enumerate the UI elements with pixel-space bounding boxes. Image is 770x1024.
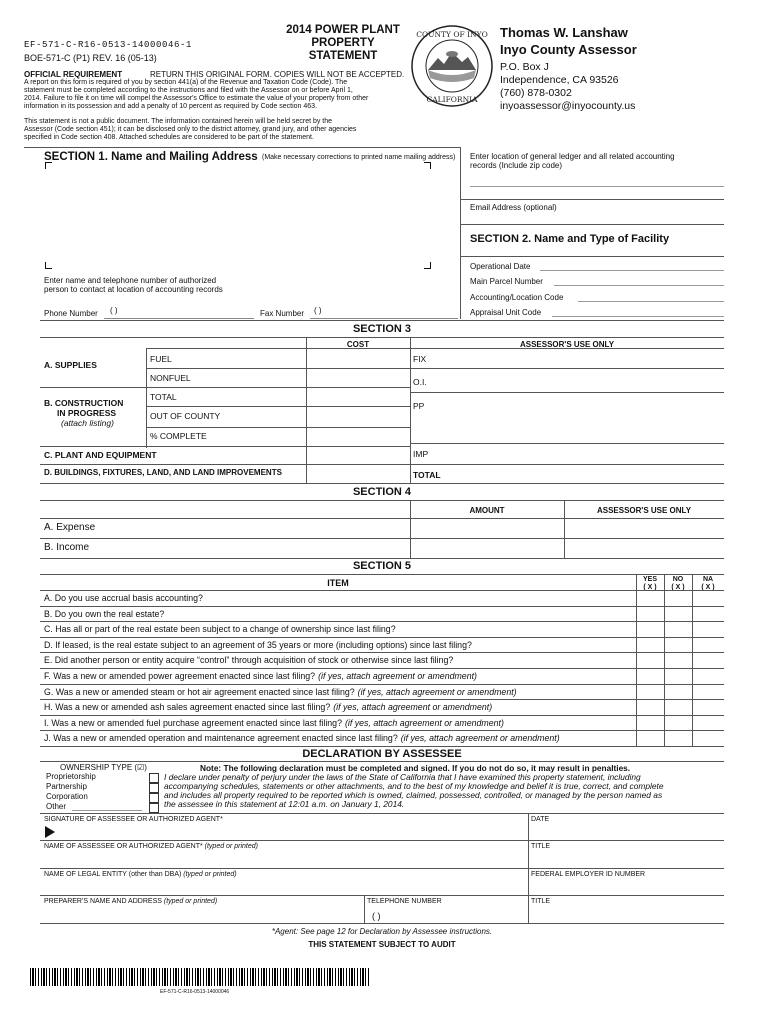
question-no-cell[interactable] — [664, 699, 692, 715]
ownership-type-label: OWNERSHIP TYPE (☑) — [60, 763, 147, 772]
question-yes-cell[interactable] — [636, 668, 664, 684]
acct-loc-code-label: Accounting/Location Code — [470, 293, 564, 302]
imp-label: IMP — [413, 449, 429, 459]
acct-loc-code-field[interactable] — [578, 301, 724, 302]
question-text: H. Was a new or amended ash sales agreement enacted since last filing? — [44, 702, 331, 713]
contact-instructions: Enter name and telephone number of authorized person to contact at location of accounting records — [44, 276, 223, 294]
question-no-cell[interactable] — [664, 730, 692, 746]
main-parcel-label: Main Parcel Number — [470, 277, 543, 286]
intro-text: A report on this form is required of you by section 441(a) of the Revenue and Taxation Code (Code). The statement must be completed according to the instructions and filed with the Assessor on or before April 1, 2014. Failure to file it on time will compel the Assessor's Office to estimate the value of your property from other information in its possession and add a penalty of 10 percent as required by Code section 463. — [24, 79, 369, 110]
assessor-email: inyoassessor@inyocounty.us — [500, 100, 636, 112]
question-row — [44, 733, 636, 743]
form-revision: BOE-571-C (P1) REV. 16 (05-13) — [24, 53, 157, 63]
other-field[interactable] — [72, 810, 142, 811]
question-no-cell[interactable] — [664, 652, 692, 668]
question-yes-cell[interactable] — [636, 730, 664, 746]
question-row — [44, 702, 636, 712]
nonfuel-label: NONFUEL — [150, 373, 191, 383]
fax-field[interactable] — [310, 318, 458, 319]
yes-header: YES ( X ) — [642, 576, 657, 591]
question-yes-cell[interactable] — [636, 606, 664, 622]
form-id: EF-571-C-R16-0513-14000046-1 — [24, 40, 193, 50]
question-no-cell[interactable] — [664, 637, 692, 653]
question-na-cell[interactable] — [692, 699, 724, 715]
corporation-checkbox[interactable] — [149, 793, 159, 803]
question-na-cell[interactable] — [692, 715, 724, 731]
declaration-heading: DECLARATION BY ASSESSEE — [302, 748, 462, 760]
fix-label: FIX — [413, 354, 427, 364]
declaration-note: Note: The following declaration must be completed and signed. If you do not do so, it may result in penalties. — [200, 763, 631, 773]
amount-header: AMOUNT — [469, 506, 505, 515]
supplies-label: A. SUPPLIES — [44, 360, 97, 370]
fax-paren: ( ) — [314, 306, 322, 315]
question-text: E. Did another person or entity acquire “control” through acquisition of stock or otherwise since last filing? — [44, 655, 454, 666]
question-note: (if yes, attach agreement or amendment) — [357, 686, 517, 697]
question-na-cell[interactable] — [692, 606, 724, 622]
other-checkbox[interactable] — [149, 803, 159, 813]
question-text: F. Was a new or amended power agreement enacted since last filing? — [44, 671, 316, 681]
question-text: G. Was a new or amended steam or hot air agreement enacted since last filing? — [44, 686, 355, 697]
barcode — [30, 968, 370, 986]
appraisal-code-label: Appraisal Unit Code — [470, 308, 542, 317]
name-agent-label: NAME OF ASSESSEE OR AUTHORIZED AGENT* (typed or printed) — [44, 843, 258, 850]
item-header: ITEM — [327, 578, 349, 588]
na-header: NA ( X ) — [701, 576, 715, 591]
declaration-text: I declare under penalty of perjury under the laws of the State of California that I have examined this property statement, including accompanying schedules, statements or other attachments, and to the best of my knowledge and belief it is true, correct, and complete and includes all property required to be reported which is owned, claimed, possessed, controlled, or managed by the person named as the assessee in this statement at 12:01 a.m. on January 1, 2014. — [164, 772, 664, 809]
question-yes-cell[interactable] — [636, 652, 664, 668]
assessor-address-2: Independence, CA 93526 — [500, 74, 619, 86]
question-na-cell[interactable] — [692, 637, 724, 653]
oi-label: O.I. — [413, 377, 427, 387]
question-na-cell[interactable] — [692, 684, 724, 700]
question-row — [44, 640, 636, 650]
section1-note: (Make necessary corrections to printed name mailing address) — [262, 154, 456, 161]
return-note: RETURN THIS ORIGINAL FORM. COPIES WILL NOT BE ACCEPTED. — [150, 70, 405, 79]
appraisal-code-field[interactable] — [552, 316, 724, 317]
section4-heading: SECTION 4 — [352, 486, 412, 498]
out-of-county-label: OUT OF COUNTY — [150, 411, 221, 421]
question-na-cell[interactable] — [692, 621, 724, 637]
question-text: I. Was a new or amended fuel purchase agreement enacted since last filing? — [44, 717, 342, 728]
plant-equipment-label: C. PLANT AND EQUIPMENT — [44, 450, 157, 460]
date-label: DATE — [531, 816, 550, 823]
operational-date-field[interactable] — [540, 270, 724, 271]
signature-label: SIGNATURE OF ASSESSEE OR AUTHORIZED AGENT* — [44, 816, 223, 823]
question-text: C. Has all or part of the real estate been subject to a change of ownership since last filing? — [44, 624, 396, 635]
cost-header: COST — [346, 340, 370, 349]
ledger-line-1[interactable] — [470, 186, 724, 187]
agent-note: *Agent: See page 12 for Declaration by Assessee instructions. — [271, 927, 493, 936]
question-yes-cell[interactable] — [636, 637, 664, 653]
email-label: Email Address (optional) — [470, 203, 557, 212]
date-field[interactable] — [531, 824, 721, 838]
question-note: (if yes, attach agreement or amendment) — [400, 733, 560, 744]
operational-date-label: Operational Date — [470, 262, 531, 271]
question-yes-cell[interactable] — [636, 684, 664, 700]
buildings-label: D. BUILDINGS, FIXTURES, LAND, AND LAND IMPROVEMENTS — [44, 468, 282, 477]
section2-heading: SECTION 2. Name and Type of Facility — [470, 233, 670, 245]
question-yes-cell[interactable] — [636, 699, 664, 715]
audit-note: THIS STATEMENT SUBJECT TO AUDIT — [308, 940, 456, 949]
question-text: A. Do you use accrual basis accounting? — [44, 593, 203, 603]
mailing-address-area[interactable] — [52, 170, 422, 260]
question-note: (if yes, attach agreement or amendment) — [344, 717, 504, 728]
question-row — [44, 671, 636, 681]
question-no-cell[interactable] — [664, 684, 692, 700]
no-header: NO ( X ) — [671, 576, 685, 591]
assessor-address-1: P.O. Box J — [500, 61, 549, 73]
section3-heading: SECTION 3 — [352, 323, 412, 335]
county-seal-icon — [410, 24, 494, 108]
phone-field[interactable] — [104, 318, 254, 319]
question-yes-cell[interactable] — [636, 590, 664, 606]
main-parcel-field[interactable] — [554, 285, 724, 286]
section5-heading: SECTION 5 — [352, 560, 412, 572]
question-yes-cell[interactable] — [636, 715, 664, 731]
legal-entity-label: NAME OF LEGAL ENTITY (other than DBA) (typed or printed) — [44, 871, 237, 878]
county-seal — [410, 24, 494, 108]
telephone-label: TELEPHONE NUMBER — [367, 898, 442, 905]
form-title: 2014 POWER PLANT PROPERTY STATEMENT — [286, 24, 400, 62]
question-row — [44, 655, 636, 665]
pp-label: PP — [413, 401, 425, 411]
assessor-block — [500, 24, 760, 113]
proprietorship-checkbox[interactable] — [149, 773, 159, 783]
pct-complete-label: % COMPLETE — [150, 431, 207, 441]
assessor-title: Inyo County Assessor — [500, 42, 637, 57]
fuel-label: FUEL — [150, 354, 172, 364]
preparer-label: PREPARER'S NAME AND ADDRESS (typed or printed) — [44, 898, 218, 905]
expense-label: A. Expense — [44, 522, 96, 533]
question-row — [44, 718, 636, 728]
signature-arrow-icon — [45, 826, 55, 838]
title-label: TITLE — [531, 843, 551, 850]
total-label: TOTAL — [150, 392, 177, 402]
question-row — [44, 687, 636, 697]
seal-text-top: COUNTY OF INYO — [416, 30, 488, 39]
seal-text-bottom: CALIFORNIA — [426, 95, 478, 104]
barcode-text: EF-571-C-R16-0513-14000046 — [160, 989, 230, 995]
question-no-cell[interactable] — [664, 621, 692, 637]
question-row — [44, 593, 636, 603]
partnership-label: Partnership — [46, 782, 87, 791]
question-na-cell[interactable] — [692, 730, 724, 746]
question-na-cell[interactable] — [692, 668, 724, 684]
question-text: J. Was a new or amended operation and maintenance agreement enacted since last filing? — [44, 733, 398, 744]
title2-label: TITLE — [531, 898, 551, 905]
s4-assessor-use-header: ASSESSOR'S USE ONLY — [596, 506, 692, 515]
question-no-cell[interactable] — [664, 606, 692, 622]
telephone-paren: ( ) — [372, 911, 381, 921]
question-na-cell[interactable] — [692, 652, 724, 668]
fax-label: Fax Number — [260, 309, 305, 318]
confidentiality-text: This statement is not a public document. The information contained herein will be held secret by the Assessor (Code section 451); it can be disclosed only to the district attorney, grand jury, and other agencies specified in Code section 408. Attached schedules are considered to be part of the statement. — [24, 118, 357, 141]
question-yes-cell[interactable] — [636, 621, 664, 637]
question-no-cell[interactable] — [664, 715, 692, 731]
phone-paren: ( ) — [110, 306, 118, 315]
income-label: B. Income — [44, 542, 90, 553]
question-row — [44, 624, 636, 634]
question-text: B. Do you own the real estate? — [44, 608, 165, 619]
assessor-name: Thomas W. Lanshaw — [500, 25, 628, 40]
official-requirement: OFFICIAL REQUIREMENT — [24, 70, 123, 79]
total-right-label: TOTAL — [413, 470, 441, 480]
partnership-checkbox[interactable] — [149, 783, 159, 793]
construction-label: B. CONSTRUCTION IN PROGRESS (attach listing) — [44, 398, 124, 428]
phone-label: Phone Number — [44, 309, 98, 318]
ledger-location-label: Enter location of general ledger and all related accounting records (Include zip code) — [470, 152, 675, 170]
fein-label: FEDERAL EMPLOYER ID NUMBER — [531, 871, 646, 878]
question-row — [44, 609, 636, 619]
proprietorship-label: Proprietorship — [46, 772, 96, 781]
question-note: (if yes, attach agreement or amendment) — [333, 702, 493, 713]
other-label: Other — [46, 802, 67, 811]
question-text: D. If leased, is the real estate subject to an agreement of 35 years or more (including options) since last filing? — [44, 639, 472, 650]
s3-assessor-use-header: ASSESSOR'S USE ONLY — [519, 340, 615, 349]
corporation-label: Corporation — [46, 792, 88, 801]
section1-heading: SECTION 1. Name and Mailing Address — [44, 151, 258, 163]
question-no-cell[interactable] — [664, 668, 692, 684]
assessor-phone: (760) 878-0302 — [500, 87, 572, 99]
question-na-cell[interactable] — [692, 590, 724, 606]
question-no-cell[interactable] — [664, 590, 692, 606]
signature-field[interactable] — [60, 824, 524, 838]
question-note: (if yes, attach agreement or amendment) — [318, 671, 477, 681]
